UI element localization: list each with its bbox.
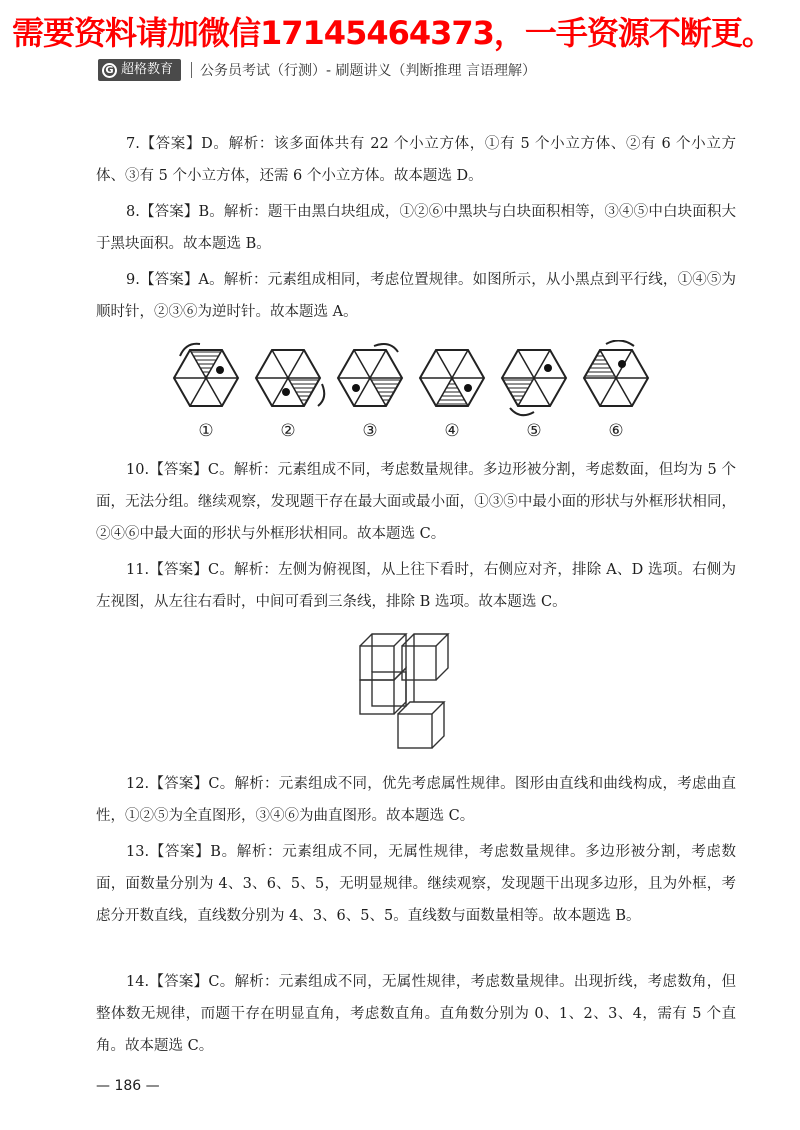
answer-q7: 7.【答案】D。解析：该多面体共有 22 个小立方体，①有 5 个小立方体、②有 6 个小立方体、③有 5 个小立方体，还需 6 个小立方体。故本题选 D。	[96, 136, 736, 184]
figure-label-3: ③	[362, 421, 378, 440]
header-title: 公务员考试（行测）- 刷题讲义（判断推理 言语理解）	[200, 63, 536, 79]
answer-q10: 10.【答案】C。解析：元素组成不同，考虑数量规律。多边形被分割，考虑数面，但均为 5 个面，无法分组。继续观察，发现题干存在最大面或最小面，①③⑤中最小面的形状与外框形状相同，②④⑥中最大面的形状与外框形状相同。故本题选 C。	[96, 462, 736, 542]
answer-q13: 13.【答案】B。解析：元素组成不同，无属性规律，考虑数量规律。多边形被分割，考虑数面，面数量分别为 4、3、6、5、5，无明显规律。继续观察，发现题干出现多边形，且为外框，考虑分开数直线，直线数分别为 4、3、6、5、5。直线数与面数量相等。故本题选 B。	[96, 844, 736, 924]
header-divider	[191, 62, 192, 78]
answer-q14: 14.【答案】C。解析：元素组成不同，无属性规律，考虑数量规律。出现折线，考虑数角，但整体数无规律，而题干存在明显直角，考虑数直角。直角数分别为 0、1、2、3、4，需有 5 个直角。故本题选 C。	[96, 974, 736, 1054]
hexagon-figure-3	[338, 344, 402, 406]
logo-icon: G	[102, 63, 117, 78]
page-header	[98, 58, 738, 82]
figure-label-2: ②	[280, 421, 296, 440]
hexagon-figure-6	[584, 340, 648, 406]
figure-label-1: ①	[198, 421, 214, 440]
hexagon-figure-5	[502, 350, 566, 415]
hexagon-figures	[160, 340, 660, 440]
figure-label-6: ⑥	[608, 421, 624, 440]
answer-q9: 9.【答案】A。解析：元素组成相同，考虑位置规律。如图所示，从小黑点到平行线，①④⑤为顺时针，②③⑥为逆时针。故本题选 A。	[96, 272, 736, 320]
page-number: — 186 —	[96, 1078, 160, 1094]
logo-text: 超格教育	[121, 62, 174, 77]
publisher-logo	[98, 59, 181, 81]
answer-q12: 12.【答案】C。解析：元素组成不同，优先考虑属性规律。图形由直线和曲线构成，考虑曲直性，①②⑤为全直图形，③④⑥为曲直图形。故本题选 C。	[96, 776, 736, 824]
answer-q11: 11.【答案】C。解析：左侧为俯视图，从上往下看时，右侧应对齐，排除 A、D 选项。右侧为左视图，从左往右看时，中间可看到三条线，排除 B 选项。故本题选 C。	[96, 562, 736, 610]
promo-banner: 需要资料请加微信17145464373，一手资源不断更。	[12, 14, 773, 52]
cube-stack-figure	[358, 632, 458, 752]
figure-label-4: ④	[444, 421, 460, 440]
hexagon-figure-1	[174, 344, 238, 406]
answer-q8: 8.【答案】B。解析：题干由黑白块组成，①②⑥中黑块与白块面积相等，③④⑤中白块面积大于黑块面积。故本题选 B。	[96, 204, 736, 252]
figure-label-5: ⑤	[526, 421, 542, 440]
hexagon-figure-2	[256, 350, 324, 406]
hexagon-figure-4	[420, 350, 484, 406]
